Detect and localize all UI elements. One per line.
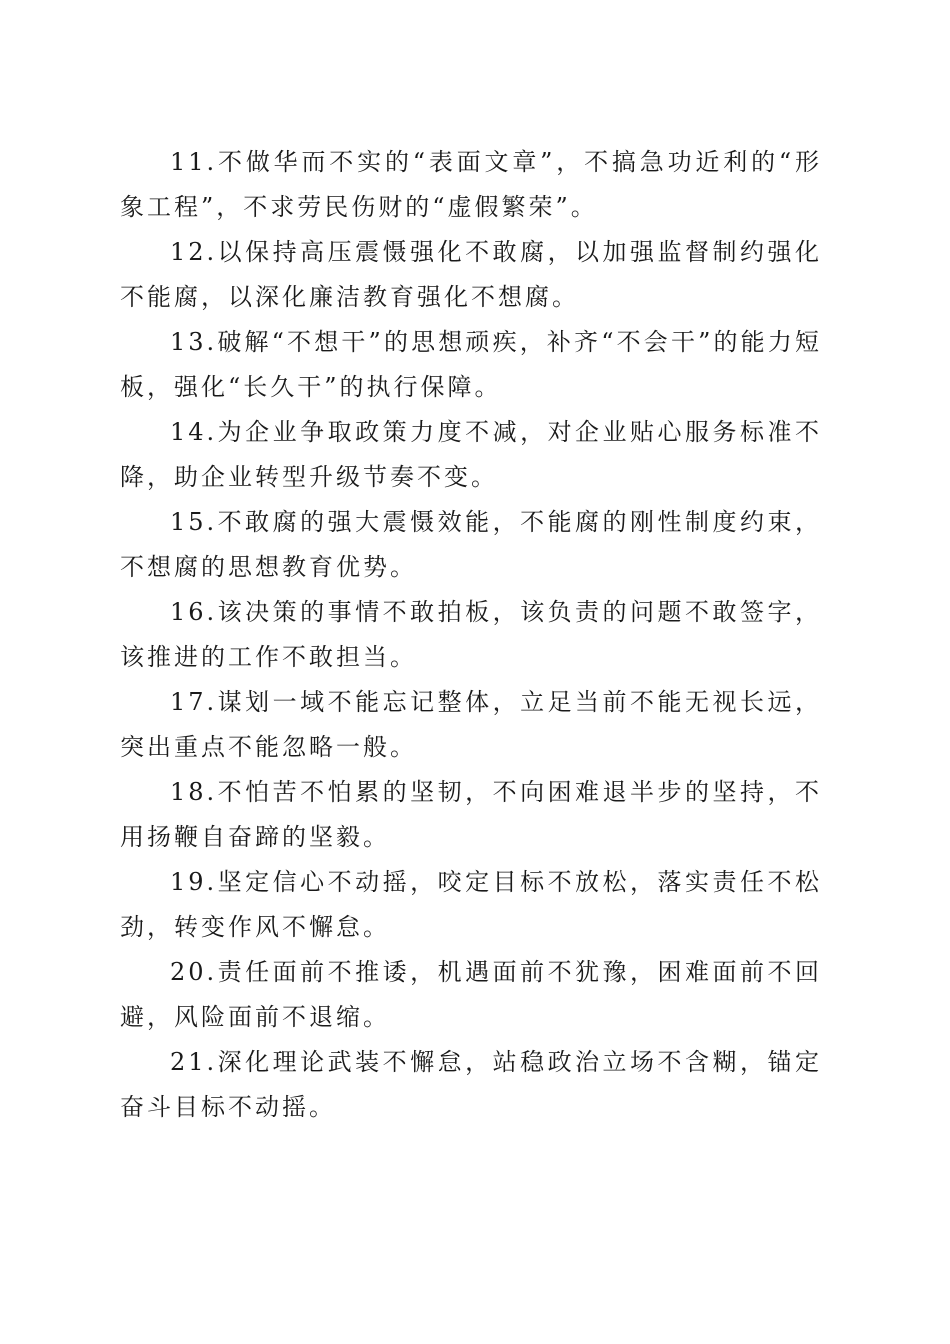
document-body — [120, 140, 822, 1130]
paragraph-20: 20.责任面前不推诿，机遇面前不犹豫，困难面前不回避，风险面前不退缩。 — [120, 958, 822, 1031]
paragraph-21: 21.深化理论武装不懈怠，站稳政治立场不含糊，锚定奋斗目标不动摇。 — [120, 1048, 822, 1121]
paragraph-18: 18.不怕苦不怕累的坚韧，不向困难退半步的坚持，不用扬鞭自奋蹄的坚毅。 — [120, 778, 822, 851]
paragraph-11: 11.不做华而不实的“表面文章”，不搞急功近利的“形象工程”，不求劳民伤财的“虚假繁荣”。 — [120, 148, 822, 221]
paragraph-12: 12.以保持高压震慑强化不敢腐，以加强监督制约强化不能腐，以深化廉洁教育强化不想腐。 — [120, 238, 822, 311]
paragraph-16: 16.该决策的事情不敢拍板，该负责的问题不敢签字，该推进的工作不敢担当。 — [120, 598, 822, 671]
paragraph-17: 17.谋划一域不能忘记整体，立足当前不能无视长远，突出重点不能忽略一般。 — [120, 688, 822, 761]
paragraph-14: 14.为企业争取政策力度不减，对企业贴心服务标准不降，助企业转型升级节奏不变。 — [120, 418, 822, 491]
paragraph-15: 15.不敢腐的强大震慑效能，不能腐的刚性制度约束，不想腐的思想教育优势。 — [120, 508, 822, 581]
paragraph-13: 13.破解“不想干”的思想顽疾，补齐“不会干”的能力短板，强化“长久干”的执行保障。 — [120, 328, 822, 401]
paragraph-19: 19.坚定信心不动摇，咬定目标不放松，落实责任不松劲，转变作风不懈怠。 — [120, 868, 822, 941]
